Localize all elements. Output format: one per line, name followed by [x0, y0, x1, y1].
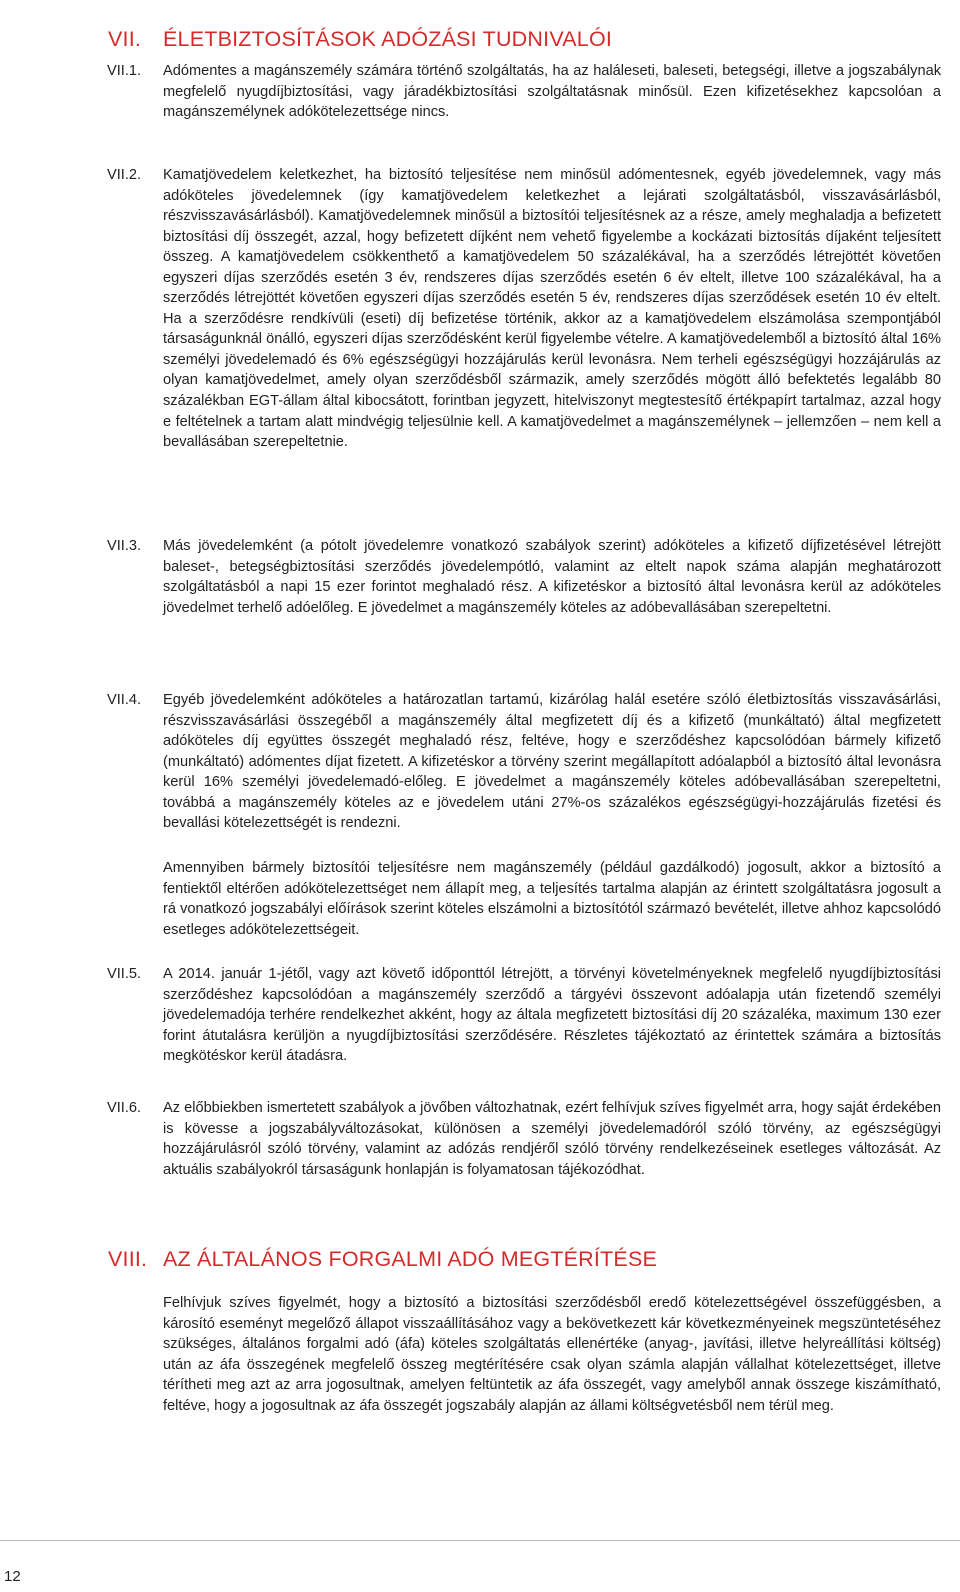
paragraph-text: Adómentes a magánszemély számára történő szolgáltatás, ha az haláleseti, baleseti, betegségi, illetve a jogszabálynak megfelelő nyugdíjbiztosítási, vagy járadékbiztosítási szolgáltatásnak minősül. Ezen kifizetésekhez kapcsolóan a magánszemélynek adókötelezettsége nincs. [163, 63, 941, 121]
paragraph-number: VII.6. [107, 1100, 142, 1116]
paragraph-text: Más jövedelemként (a pótolt jövedelemre vonatkozó szabályok szerint) adóköteles a kifizető díjfizetésével létrejött baleset-, betegségbiztosítási szerződés jövedelempótló, valamint az eltelt napok száma alapján meghatározott szolgáltatásból a napi 15 ezer forintot meghaladó rész. A kifizetéskor a biztosító által levonásra kerül az adóköteles jövedelmet terhelő adóelőleg. E jövedelmet a magánszemély köteles az adóbevallásában szerepeltetni. [163, 538, 941, 616]
section-title: ÉLETBIZTOSÍTÁSOK ADÓZÁSI TUDNIVALÓI [163, 27, 613, 51]
section-number: VIII. [108, 1247, 148, 1271]
paragraph-number: VII.1. [107, 63, 142, 79]
paragraph-number: VII.3. [107, 538, 142, 554]
section-number: VII. [108, 27, 142, 51]
page-number: 12 [4, 1568, 21, 1585]
paragraph-number: VII.2. [107, 167, 142, 183]
paragraph-text: A 2014. január 1-jétől, vagy azt követő időponttól létrejött, a törvényi követelményeknek megfelelő nyugdíjbiztosítási szerződéshez kapcsolódóan a magánszemély szerződő a tárgyévi összevont adóalapja után fizetendő személyi jövedelemadója terhére rendelkezhet akként, hogy az általa megfizetett biztosítási díj 20 százaléka, maximum 130 ezer forint átutalásra kerüljön a nyugdíjbiztosítási szerződésére. Részletes tájékoztató az érintettek számára a biztosítás megkötéskor kerül átadásra. [163, 966, 941, 1065]
paragraph-number: VII.4. [107, 692, 142, 708]
paragraph-text: Egyéb jövedelemként adóköteles a határozatlan tartamú, kizárólag halál esetére szóló életbiztosítás visszavásárlási, részvisszavásárlási összegéből a magánszemély által megfizetett díj és a kifizető (munkáltató) által megfizetett adóköteles díj együttes összegét meghaladó rész, feltéve, hogy e szerződéshez kapcsolódóan bármely kifizető (munkáltató) adómentes díjat fizetett. A kifizetéskor a törvény szerint megállapított adóalapból a biztosító által levonásra kerül 16% személyi jövedelemadó-előleg. E jövedelmet a magánszemély köteles adóbevallásában szerepeltetni, továbbá a magánszemély köteles az e jövedelem utáni 27%-os százalékos egészségügyi-hozzájárulás fizetési és bevallási kötelezettségét is rendezni. [163, 692, 941, 832]
footer-divider [0, 1540, 960, 1541]
paragraph-text: Felhívjuk szíves figyelmét, hogy a biztosító a biztosítási szerződésből eredő kötelezettségével összefüggésben, a károsító eseményt megelőző állapot visszaállításához vagy a bekövetkezett kár következményeinek megszüntetéséhez szükséges, általános forgalmi adó (áfa) köteles szolgáltatás ellenértéke (anyag-, javítási, illetve helyreállítási költség) után az áfa összegének megfelelő összeg megtérítésére csak olyan számla alapján vállalhat kötelezettséget, illetve térítheti meg azt az arra jogosultnak, amelyen feltüntetik az áfa összegét, vagy amelyből annak összege kiszámítható, feltéve, hogy a jogosultnak az áfa összegét jogszabály alapján az állami költségvetésből nem térül meg. [163, 1295, 941, 1414]
paragraph-number: VII.5. [107, 966, 142, 982]
section-title: AZ ÁLTALÁNOS FORGALMI ADÓ MEGTÉRÍTÉSE [163, 1247, 658, 1271]
paragraph-text: Kamatjövedelem keletkezhet, ha biztosító teljesítése nem minősül adómentesnek, egyéb jövedelemnek, vagy más adóköteles jövedelemnek (így kamatjövedelem keletkezhet a lejárati szolgáltatásból, visszavásárlásból, részvisszavásárlásból). Kamatjövedelemnek minősül a biztosítói teljesítésnek az a része, amely meghaladja a befizetett biztosítási díj összegét, azzal, hogy befizetett díjként nem vehető figyelembe a kockázati biztosítás díjaként teljesített összeg. A kamatjövedelem csökkenthető a kamatjövedelem 50 százalékával, ha a szerződés létrejöttét követően egyszeri díjas szerződés esetén 3 év, rendszeres díjas szerződés esetén 6 év eltelt, illetve 100 százalékával, ha a szerződés létrejöttét követően egyszeri díjas szerződés esetén 5 év, rendszeres díjas szerződések esetén 10 év eltelt. Ha a szerződésre rendkívüli (eseti) díj befizetése történik, akkor az a kamatjövedelem elszámolása szempontjából társaságunknál önálló, egyszeri díjas szerződésként kerül figyelembe vételre. A kamatjövedelemből a biztosító által 16% személyi jövedelemadó és 6% egészségügyi hozzájárulás kerül levonásra. Nem terheli egészségügyi hozzájárulás az olyan kamatjövedelmet, amely olyan szerződésből származik, amely szerződés mögött álló befektetés legalább 80 százalékban EGT-állam által kibocsátott, forintban jegyzett, hitelviszonyt megtestesítő értékpapírt tartalmaz, azzal hogy e feltételnek a tartam alatt mindvégig teljesülnie kell. A kamatjövedelmet a magánszemélynek – jellemzően – nem kell a bevallásában szerepeltetnie. [163, 167, 941, 451]
paragraph-text: Amennyiben bármely biztosítói teljesítésre nem magánszemély (például gazdálkodó) jogosult, akkor a biztosító a fentiektől eltérően adókötelezettséget nem állapít meg, a teljesítés tartalma alapján az érintett szolgáltatásra jogosult a rá vonatkozó jogszabályi előírások szerint köteles elszámolni a biztosítótól származó bevételét, illetve ahhoz kapcsolódó esetleges adókötelezettségeit. [163, 860, 941, 938]
paragraph-text: Az előbbiekben ismertetett szabályok a jövőben változhatnak, ezért felhívjuk szíves figyelmét arra, hogy saját érdekében is kövesse a jogszabályváltozásokat, különösen a személyi jövedelemadóról szóló törvény, az egészségügyi hozzájárulásról szóló törvény, valamint az adózás rendjéről szóló törvény rendelkezéseinek esetleges változását. Az aktuális szabályokról társaságunk honlapján is folyamatosan tájékozódhat. [163, 1100, 941, 1178]
